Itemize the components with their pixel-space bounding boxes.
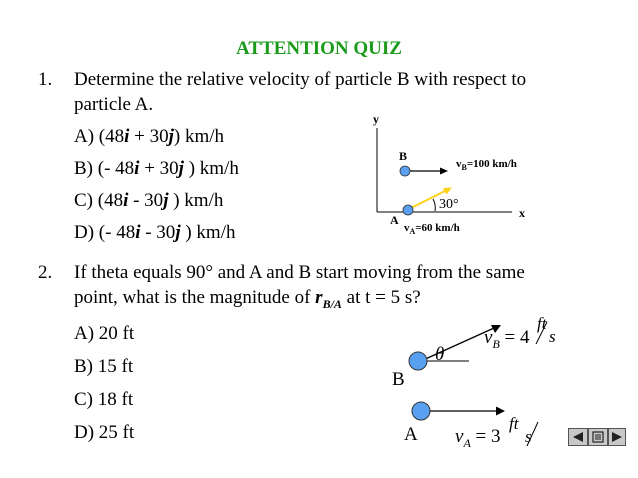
- point-b-label: B: [399, 149, 408, 163]
- q1-text-line2: particle A.: [74, 94, 154, 115]
- menu-button[interactable]: [588, 428, 608, 446]
- q2-text-line1: If theta equals 90° and A and B start moving from the same: [74, 262, 525, 283]
- previous-slide-icon: [569, 429, 587, 445]
- q2-vb-unit-num: ft: [537, 314, 547, 333]
- q2-va-expression: $v_A = 3$: [455, 426, 501, 450]
- va-label: $v_A=60$ km/h: [404, 222, 460, 237]
- previous-slide-button[interactable]: [568, 428, 588, 446]
- q1-option-a[interactable]: A) (48i + 30j) km/h: [74, 126, 225, 147]
- y-axis-label: y: [373, 112, 379, 126]
- q2-label-b: B: [392, 369, 405, 390]
- q2-label-a: A: [404, 424, 418, 445]
- particle-a-icon: [403, 205, 413, 215]
- next-slide-button[interactable]: [608, 428, 626, 446]
- vb-arrowhead-icon: [440, 168, 448, 175]
- q2-number: 2.: [38, 262, 53, 283]
- q2-vb-unit-den: s: [549, 327, 556, 346]
- angle-label: 30°: [439, 197, 459, 212]
- q1-option-c[interactable]: C) (48i - 30j ) km/h: [74, 190, 224, 211]
- quiz-title: ATTENTION QUIZ: [236, 38, 402, 59]
- q2-particle-a-icon: [412, 402, 430, 420]
- angle-arc: [433, 199, 435, 211]
- theta-label: θ: [435, 344, 445, 365]
- q2-va-unit-num: ft: [509, 414, 519, 433]
- x-axis-label: x: [519, 206, 525, 220]
- q1-option-d[interactable]: D) (- 48i - 30j ) km/h: [74, 222, 236, 243]
- menu-icon: [589, 429, 607, 445]
- particle-b-icon: [400, 166, 410, 176]
- q1-text-line1: Determine the relative velocity of particle B with respect to: [74, 69, 527, 90]
- q2-va-unit-den: s: [525, 427, 532, 446]
- q1-option-b[interactable]: B) (- 48i + 30j ) km/h: [74, 158, 239, 179]
- q2-vb-expression: $v_B = 4$: [484, 327, 530, 351]
- q2-option-d[interactable]: D) 25 ft: [74, 422, 135, 443]
- q2-particle-b-icon: [409, 352, 427, 370]
- q2-option-a[interactable]: A) 20 ft: [74, 323, 135, 344]
- point-a-label: A: [390, 213, 399, 227]
- q2-text-line2: point, what is the magnitude of $r_{B/A}$ at t = 5 s?: [74, 287, 421, 311]
- next-slide-icon: [609, 429, 625, 445]
- q2-option-c[interactable]: C) 18 ft: [74, 389, 134, 410]
- q2-va-arrowhead-icon: [496, 407, 505, 416]
- q2-option-b[interactable]: B) 15 ft: [74, 356, 134, 377]
- q1-number: 1.: [38, 69, 53, 90]
- vb-label: $v_B=100$ km/h: [456, 158, 517, 173]
